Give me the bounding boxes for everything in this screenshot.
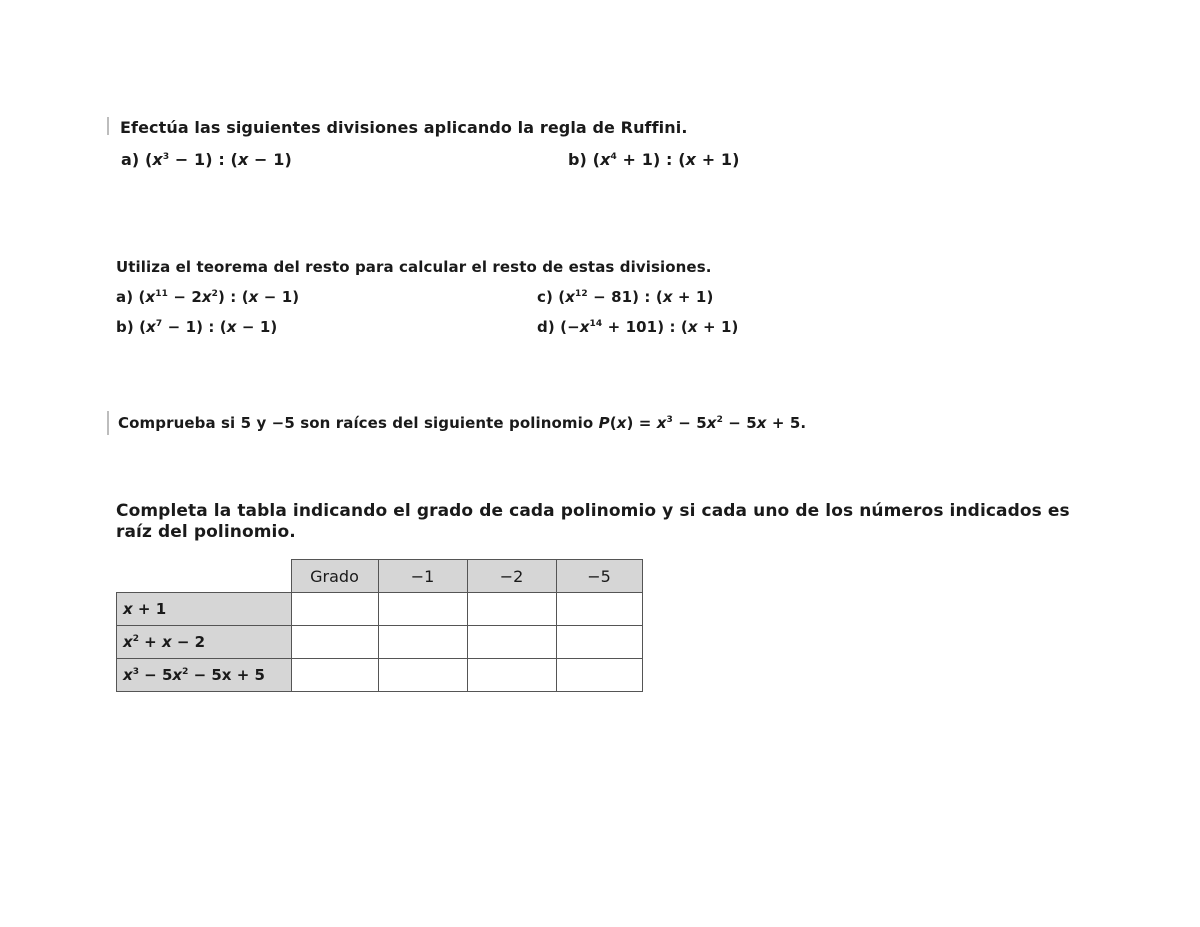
exercise-2-item-b: b) $(x^7 - 1)$ : (x − 1) <box>116 318 278 336</box>
margin-marker <box>107 117 109 135</box>
answer-cell[interactable] <box>467 659 556 692</box>
answer-cell[interactable] <box>378 593 467 626</box>
answer-cell[interactable] <box>291 593 378 626</box>
exercise-2-prompt: Utiliza el teorema del resto para calcular el resto de estas divisiones. <box>116 258 712 276</box>
table-header-minus-5: −5 <box>556 560 642 593</box>
answer-cell[interactable] <box>378 626 467 659</box>
answer-cell[interactable] <box>291 626 378 659</box>
table-row <box>117 626 643 659</box>
exercise-2-item-a: a) $(x^{11} - 2x^2)$ : (x − 1) <box>116 288 300 306</box>
answer-cell[interactable] <box>467 593 556 626</box>
table-header-grado: Grado <box>291 560 378 593</box>
exercise-2-item-c: c) $(x^{12} - 81)$ : (x + 1) <box>537 288 714 306</box>
answer-cell[interactable] <box>556 659 642 692</box>
table-header-minus-1: −1 <box>378 560 467 593</box>
table-header-row <box>117 560 643 593</box>
table-header-minus-2: −2 <box>467 560 556 593</box>
polynomial-label: $x^2 + x - 2$ <box>117 626 292 659</box>
exercise-3-prompt: Comprueba si 5 y −5 son raíces del siguiente polinomio $P(x) = x^3 - 5x^2 - 5x + 5$. <box>118 414 807 432</box>
exercise-1-prompt: Efectúa las siguientes divisiones aplicando la regla de Ruffini. <box>120 118 688 137</box>
margin-marker <box>107 411 109 435</box>
answer-cell[interactable] <box>378 659 467 692</box>
answer-cell[interactable] <box>556 626 642 659</box>
polynomial-label: x + 1 <box>117 593 292 626</box>
exercise-2-item-d: d) $(-x^{14} + 101)$ : (x + 1) <box>537 318 739 336</box>
polynomial-label: $x^3 - 5x^2 - 5x + 5$ <box>117 659 292 692</box>
answer-cell[interactable] <box>556 593 642 626</box>
answer-cell[interactable] <box>467 626 556 659</box>
table-corner <box>117 560 292 593</box>
answer-cell[interactable] <box>291 659 378 692</box>
exercise-1-item-a: a) $(x^3 - 1)$ : (x − 1) <box>121 150 292 169</box>
table-row <box>117 659 643 692</box>
exercise-1-item-b: b) $(x^4 + 1)$ : (x + 1) <box>568 150 740 169</box>
exercise-4-prompt: Completa la tabla indicando el grado de cada polinomio y si cada uno de los números indicados es raíz del polinomio. <box>116 501 1070 542</box>
table-row <box>117 593 643 626</box>
degree-roots-table <box>116 559 643 692</box>
